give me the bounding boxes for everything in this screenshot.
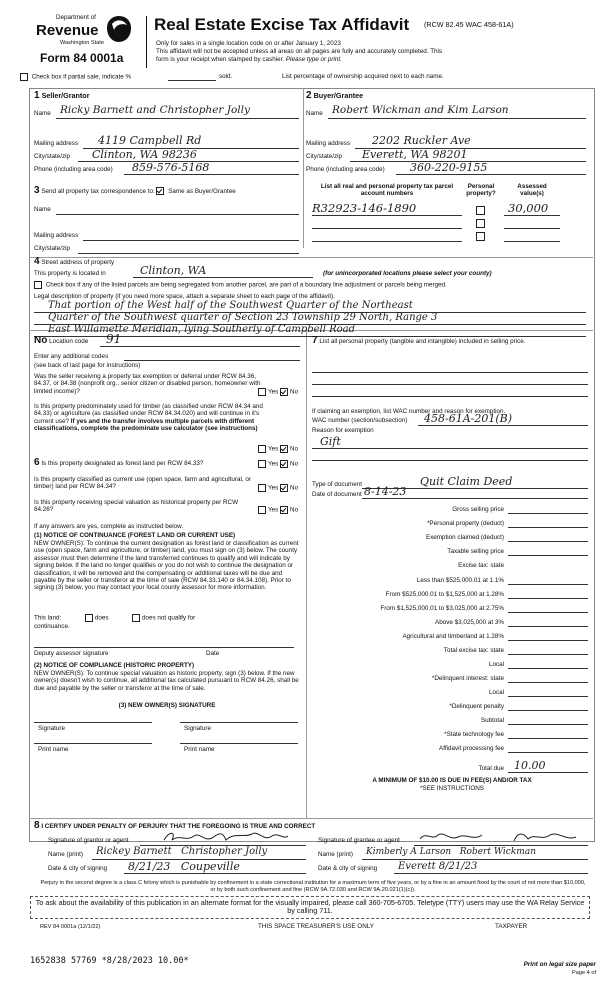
- personal-property-label: List all personal property (tangible and intangible) included in selling price.: [319, 338, 526, 345]
- tax-row-label: Affidavit processing fee: [439, 745, 504, 752]
- section5-number: No: [34, 335, 48, 346]
- partial-sale-label: Check box if partial sale, indicate %: [31, 73, 132, 81]
- doc-date-value[interactable]: 8-14-23: [364, 485, 407, 498]
- tax-row-label: Subtotal: [480, 717, 504, 724]
- seller-city-value[interactable]: Clinton, WA 98236: [92, 148, 197, 161]
- new-owner-signature-label-2: Signature: [184, 725, 211, 732]
- washington-logo-icon: [106, 15, 132, 43]
- new-owner-print-line-1[interactable]: [34, 743, 152, 744]
- tax-row-line[interactable]: [508, 710, 588, 711]
- see-back-note: (see back of last page for instructions): [34, 362, 141, 369]
- seller-phone-label: Phone (including area code): [34, 166, 113, 173]
- location-code-line: [100, 346, 300, 347]
- grantee-date-value[interactable]: Everett 8/21/23: [398, 861, 478, 872]
- buyer-title: Buyer/Grantee: [313, 91, 364, 100]
- assessed-value-header: Assessed value(s): [517, 183, 547, 198]
- tax-row-line[interactable]: [508, 584, 588, 585]
- notice-continuance-body: NEW OWNER(S): To continue the current designation as forest land or classification as current use (open space, farm and agriculture, or timber) land, you must sign on (3) below. The county assessor must then determine if the land transferred continues to qualify and will indicate by signing below. If the land no longer qualifies or you do not wish to continue the designation or classification, it will be removed and the compensating or additional taxes will be due and payable by the seller or transferor at the time of sale (RCW 84.33.140 or 84.34.108). Prior to signing (3) below, you may contact your local county assessor for more information.: [34, 540, 299, 592]
- assessed-line-2: [504, 228, 560, 229]
- grantee-signature-label: Signature of grantee or agent: [318, 837, 400, 844]
- exemption-no-label: No: [290, 388, 299, 396]
- deputy-signature-label: Deputy assessor signature: [34, 650, 109, 657]
- timber-yes-checkbox[interactable]: [258, 445, 266, 453]
- timber-question-text: Is this property predominately used for timber (as classified under RCW 84.34 and 84.33) or agriculture (as classified under RCW 84.34.020) and will continue in it's current use?: [34, 403, 263, 425]
- new-owner-signature-title: (3) NEW OWNER(S) SIGNATURE: [118, 702, 216, 709]
- land-does-checkbox[interactable]: [85, 614, 93, 622]
- unincorporated-note: (for unincorporated locations please select your county): [323, 270, 492, 277]
- grantee-name-value[interactable]: Kimberly A Larson Robert Wickman: [366, 847, 536, 857]
- tax-row-label: Local: [488, 661, 504, 668]
- buyer-name-line: [328, 118, 586, 119]
- column-divider-top: [303, 88, 304, 248]
- exemption-yes-checkbox[interactable]: [258, 388, 266, 396]
- section7-number: 7: [312, 335, 318, 346]
- tax-row-label: Taxable selling price: [447, 548, 504, 555]
- forest-no-checkbox[interactable]: [280, 460, 288, 468]
- grantee-signature-line[interactable]: [414, 845, 588, 846]
- buyer-phone-label: Phone (including area code): [306, 166, 385, 173]
- located-in-value[interactable]: Clinton, WA: [140, 264, 207, 277]
- deputy-date-label: Date: [206, 650, 220, 657]
- street-address-label: Street address of property: [41, 259, 115, 266]
- personal-property-question: [312, 337, 588, 345]
- land-does-not-checkbox[interactable]: [132, 614, 140, 622]
- forest-land-text: Is this property designated as forest land per RCW 84.33?: [41, 460, 204, 467]
- if-any-yes: If any answers are yes, complete as instructed below.: [34, 523, 184, 530]
- new-owner-signature-label-1: Signature: [38, 725, 65, 732]
- legal-description-2[interactable]: Quarter of the Southwest quarter of Section 23 Township 29 North, Range 3: [48, 312, 438, 323]
- exemption-yes-no: [258, 388, 298, 396]
- same-as-buyer-label: Same as Buyer/Grantee: [168, 188, 236, 195]
- tax-row-line[interactable]: [508, 598, 588, 599]
- timber-question-bold: If yes and the transfer involves multiple parcels with different classifications, complete the predominate use calculator (see instructions): [34, 417, 258, 433]
- tax-row-line[interactable]: [508, 612, 588, 613]
- this-land-row: [34, 614, 304, 622]
- current-use-no-checkbox[interactable]: [280, 484, 288, 492]
- header-line-1: Only for sales in a single location code on or after January 1, 2023: [156, 40, 341, 47]
- alt-format-notice: To ask about the availability of this publication in an alternate format for the visually impaired, please call 360-705-6705. Teletype (TTY) users may use the WA Relay Service by calling 711.: [30, 896, 590, 919]
- exemption-question: Was the seller receiving a property tax exemption or deferral under RCW 84.36, 84.37, or 84.38 (nonprofit org., senior citizen or disabled person, homeowner with limited income)?: [34, 373, 261, 395]
- tax-row-line[interactable]: [508, 513, 588, 514]
- partial-sale-checkbox[interactable]: [20, 73, 28, 81]
- legal-size-note: Print on legal size paper: [523, 961, 596, 968]
- buyer-city-value[interactable]: Everett, WA 98201: [362, 148, 468, 161]
- deputy-signature-line[interactable]: [34, 647, 294, 648]
- located-in-line: [133, 277, 313, 278]
- assessed-line-1: [504, 215, 560, 216]
- this-land-label: This land:: [34, 614, 62, 622]
- seller-name-label: Name: [34, 110, 51, 117]
- grantee-date-label: Date & city of signing: [318, 865, 378, 872]
- personal-property-line-1[interactable]: [312, 372, 588, 373]
- tax-row-line[interactable]: [508, 626, 588, 627]
- historic-no-checkbox[interactable]: [280, 506, 288, 514]
- seller-name-value[interactable]: Ricky Barnett and Christopher Jolly: [60, 104, 250, 116]
- historic-yes-label: Yes: [268, 506, 279, 514]
- additional-codes-line: [124, 360, 300, 361]
- section-divider-8: [29, 818, 593, 819]
- forest-no-label: No: [290, 460, 299, 468]
- tax-row-line[interactable]: [508, 654, 588, 655]
- assessed-value[interactable]: 30,000: [508, 201, 549, 215]
- notice-continuance-title: (1) NOTICE OF CONTINUANCE (FOREST LAND OR CURRENT USE): [34, 532, 236, 539]
- current-use-question: Is this property classified as current use (open space, farm and agricultural, or timber) land per RCW 84.34?: [34, 476, 251, 491]
- revenue-logo: [20, 14, 135, 76]
- reason-label: Reason for exemption: [312, 427, 374, 434]
- tax-row-label: *Delinquent penalty: [449, 703, 504, 710]
- segregated-row: [34, 281, 594, 289]
- continuance-label: continuance.: [34, 623, 70, 630]
- tax-row-label: Agricultural and timberland at 1.28%: [402, 633, 504, 640]
- tax-row-label: *Personal property (deduct): [426, 520, 504, 527]
- exemption-no-checkbox[interactable]: [280, 388, 288, 396]
- seller-heading: [34, 92, 90, 100]
- section3-city-line: [78, 253, 299, 254]
- personal-property-checkbox-2[interactable]: [476, 219, 485, 228]
- seller-phone-value[interactable]: 859-576-5168: [132, 161, 210, 174]
- wac-number-label: WAC number (section/subsection): [312, 417, 408, 424]
- doc-date-label: Date of document: [312, 491, 362, 498]
- timber-yes-no: [258, 445, 298, 453]
- taxpayer-label: TAXPAYER: [495, 923, 528, 930]
- receipt-stamp: 1652838 57769 *8/28/2023 10.00*: [30, 956, 189, 966]
- page-number: Page 4 of: [572, 970, 596, 976]
- reason-line: [312, 448, 588, 449]
- tax-row-line[interactable]: [508, 640, 588, 641]
- parcel-header: List all real and personal property tax parcel account numbers: [320, 183, 454, 198]
- section3-city-label: City/state/zip: [34, 245, 71, 252]
- header-line-3-text: form is your receipt when stamped by cashier.: [156, 56, 285, 63]
- rev-number: REV 84 0001a (12/1/22): [40, 924, 101, 930]
- grantee-signature-icon: [418, 829, 586, 845]
- tax-row-label: Above $3,025,000 at 3%: [435, 619, 504, 626]
- seller-mailing-value[interactable]: 4119 Campbell Rd: [98, 134, 202, 147]
- wac-number-line: [418, 425, 588, 426]
- tax-row-line[interactable]: [508, 682, 588, 683]
- new-owner-print-label-2: Print name: [184, 746, 215, 753]
- historic-no-label: No: [290, 506, 299, 514]
- land-does-not-label: does not qualify for: [141, 614, 196, 622]
- section3-number: 3: [34, 185, 40, 196]
- new-owner-signature-line-1[interactable]: [34, 722, 152, 723]
- ownership-note: List percentage of ownership acquired next to each name.: [282, 73, 444, 80]
- buyer-name-value[interactable]: Robert Wickman and Kim Larson: [332, 104, 509, 116]
- tax-row-line[interactable]: [508, 541, 588, 542]
- forest-land-question: [34, 459, 262, 467]
- segregated-label: Check box if any of the listed parcels are being segregated from another parcel, are part of a boundary line adjustment or parcels being merged.: [45, 281, 447, 289]
- reason-line-2[interactable]: [312, 460, 588, 461]
- parcel-line-2: [312, 228, 462, 229]
- header-line-3: [156, 56, 342, 63]
- seller-number: 1: [34, 90, 40, 101]
- logo-state-text: Washington State: [60, 40, 104, 46]
- parcel-value[interactable]: R32923-146-1890: [312, 201, 417, 215]
- buyer-mailing-label: Mailing address: [306, 140, 351, 147]
- personal-property-checkbox-1[interactable]: [476, 206, 485, 215]
- seller-mailing-label: Mailing address: [34, 140, 79, 147]
- tax-row-line[interactable]: [508, 696, 588, 697]
- grantor-date-value[interactable]: 8/21/23 Coupeville: [128, 860, 240, 873]
- form-title: Real Estate Excise Tax Affidavit: [154, 15, 410, 34]
- buyer-mailing-value[interactable]: 2202 Ruckler Ave: [372, 134, 471, 147]
- section3-name-line: [56, 214, 299, 215]
- section3-mailing-line: [83, 240, 299, 241]
- personal-property-header: Personal property?: [466, 183, 496, 198]
- tax-row-line[interactable]: [508, 527, 588, 528]
- exemption-claim-label: If claiming an exemption, list WAC number and reason for exemption.: [312, 408, 506, 415]
- column-divider-bottom: [306, 330, 307, 818]
- certify-text: I CERTIFY UNDER PENALTY OF PERJURY THAT THE FOREGOING IS TRUE AND CORRECT: [41, 823, 316, 830]
- section8-number: 8: [34, 820, 40, 831]
- buyer-number: 2: [306, 90, 312, 101]
- doc-type-label: Type of document: [312, 481, 363, 488]
- tax-row-label: From $1,525,000.01 to $3,025,000 at 2.75%: [380, 605, 504, 612]
- tax-row-label: Less than $525,000.01 at 1.1%: [416, 577, 504, 584]
- total-due-line: [508, 772, 588, 773]
- historic-question: Is this property receiving special valuation as historical property per RCW 84.26?: [34, 499, 239, 514]
- exemption-yes-label: Yes: [268, 388, 279, 396]
- tax-row-label: Local: [488, 689, 504, 696]
- current-use-yes-checkbox[interactable]: [258, 484, 266, 492]
- header-divider: [146, 16, 147, 68]
- timber-no-label: No: [290, 445, 299, 453]
- current-use-yes-no: [258, 484, 298, 492]
- doc-type-value[interactable]: Quit Claim Deed: [420, 475, 513, 488]
- total-due-label: Total due: [478, 765, 504, 772]
- street-address-heading: [34, 258, 114, 266]
- tax-row-line[interactable]: [508, 738, 588, 739]
- perjury-notice: Perjury in the second degree is a class C felony which is punishable by confinement in a state correctional institution for a maximum term of five years, or by a fine in an amount fixed by the court of not more than $10,000, or by both such confinement and fine (RCW 9A.72.030 and RCW 9A.20.021(1)(c)).: [40, 880, 586, 893]
- buyer-heading: [306, 92, 363, 100]
- grantee-date-line: [394, 873, 588, 874]
- current-use-yes-label: Yes: [268, 484, 279, 492]
- section4-number: 4: [34, 256, 40, 267]
- location-code-value[interactable]: 91: [106, 332, 122, 346]
- buyer-city-label: City/state/zip: [306, 153, 343, 160]
- logo-dept-text: Department of: [56, 14, 96, 21]
- location-code-label: Location code: [49, 338, 89, 345]
- timber-no-checkbox[interactable]: [280, 445, 288, 453]
- logo-revenue-text: Revenue: [36, 22, 99, 39]
- tax-row-label: *Delinquent interest: state: [431, 675, 504, 682]
- historic-yes-checkbox[interactable]: [258, 506, 266, 514]
- form-rcw: (RCW 82.45 WAC 458-61A): [424, 20, 514, 29]
- partial-pct-line[interactable]: [168, 80, 216, 81]
- grantor-signature-label: Signature of grantor or agent: [48, 837, 129, 844]
- legal-description-3[interactable]: East Willamette Meridian, lying Southerly of Campbell Road: [48, 324, 356, 335]
- form-number: Form 84 0001a: [40, 51, 124, 65]
- doc-date-line: [362, 498, 588, 499]
- forest-yes-no: [258, 460, 298, 468]
- header-type-print: Please type or print.: [285, 56, 342, 63]
- tax-row-label: Total excise tax: state: [443, 647, 504, 654]
- new-owner-print-label-1: Print name: [38, 746, 69, 753]
- additional-codes-label: Enter any additional codes: [34, 353, 109, 360]
- buyer-phone-value[interactable]: 360-220-9155: [410, 161, 488, 174]
- seller-phone-line: [124, 174, 299, 175]
- new-owner-signature-line-2[interactable]: [180, 722, 298, 723]
- total-due-value[interactable]: 10.00: [514, 759, 546, 772]
- forest-yes-label: Yes: [268, 460, 279, 468]
- tax-row-line[interactable]: [508, 752, 588, 753]
- tax-row-label: Gross selling price: [452, 506, 504, 513]
- correspondence-row: [34, 187, 236, 195]
- treasurer-use: THIS SPACE TREASURER'S USE ONLY: [258, 923, 374, 930]
- tax-row-line[interactable]: [508, 668, 588, 669]
- grantor-date-label: Date & city of signing: [48, 865, 108, 872]
- land-does-label: does: [94, 614, 109, 622]
- grantor-name-value[interactable]: Rickey Barnett Christopher Jolly: [96, 846, 268, 857]
- see-instructions-note: *SEE INSTRUCTIONS: [419, 785, 485, 792]
- personal-property-checkbox-3[interactable]: [476, 232, 485, 241]
- timber-yes-label: Yes: [268, 445, 279, 453]
- section6-number: 6: [34, 457, 40, 468]
- personal-property-line-3[interactable]: [312, 396, 588, 397]
- same-as-buyer-checkbox[interactable]: [156, 187, 164, 195]
- section3-name-label: Name: [34, 206, 51, 213]
- tax-row-line[interactable]: [508, 555, 588, 556]
- tax-row-label: Exemption claimed (deduct): [425, 534, 504, 541]
- legal-description-label: Legal description of property (if you need more space, attach a separate sheet to each page of the affidavit).: [34, 293, 335, 300]
- grantee-name-label: Name (print): [318, 851, 353, 858]
- notice-compliance-body: NEW OWNER(S): To continue special valuation as historic property, sign (3) below. If the new owner(s) doesn't wish to continue, all additional tax calculated pursuant to RCW 84.26, shall be due and payable by the seller or transferor at the time of sale.: [34, 670, 299, 692]
- parcel-line-1: [312, 215, 462, 216]
- legal-description-1[interactable]: That portion of the West half of the Southwest Quarter of the Northeast: [48, 300, 413, 311]
- sold-label: sold.: [219, 73, 233, 80]
- seller-name-line: [56, 118, 299, 119]
- forest-yes-checkbox[interactable]: [258, 460, 266, 468]
- tax-row-line[interactable]: [508, 724, 588, 725]
- header-line-2: This affidavit will not be accepted unless all areas on all pages are fully and accurately completed. This: [156, 48, 443, 55]
- reason-value[interactable]: Gift: [320, 435, 341, 448]
- assessed-line-3: [504, 241, 560, 242]
- new-owner-print-line-2[interactable]: [180, 743, 298, 744]
- grantor-date-line: [124, 873, 306, 874]
- tax-row-label: *State technology fee: [444, 731, 504, 738]
- notice-compliance-title: (2) NOTICE OF COMPLIANCE (HISTORIC PROPERTY): [34, 662, 195, 669]
- seller-city-label: City/state/zip: [34, 153, 71, 160]
- partial-sale-row: [20, 73, 131, 81]
- tax-row-label: Excise tax: state: [458, 562, 504, 569]
- located-in-label: This property is located in: [34, 270, 106, 277]
- parcel-line-3: [312, 241, 462, 242]
- historic-yes-no: [258, 506, 298, 514]
- buyer-phone-line: [396, 174, 586, 175]
- grantee-name-line: [362, 859, 588, 860]
- correspondence-label: Send all property tax correspondence to:: [41, 188, 155, 195]
- personal-property-line-2[interactable]: [312, 384, 588, 385]
- seller-title: Seller/Grantor: [41, 91, 90, 100]
- current-use-no-label: No: [290, 484, 299, 492]
- tax-row-label: From $525,000.01 to $1,525,000 at 1.28%: [385, 591, 504, 598]
- grantor-signature-icon: [160, 828, 290, 846]
- minimum-due-note: A MINIMUM OF $10.00 IS DUE IN FEE(S) AND/OR TAX: [372, 777, 532, 784]
- buyer-name-label: Name: [306, 110, 323, 117]
- segregated-checkbox[interactable]: [34, 281, 42, 289]
- location-code-row: [34, 337, 88, 345]
- grantor-name-label: Name (print): [48, 851, 83, 858]
- timber-question: [34, 403, 274, 433]
- wac-number-value[interactable]: 458-61A-201(B): [424, 412, 513, 425]
- section3-mailing-label: Mailing address: [34, 232, 79, 239]
